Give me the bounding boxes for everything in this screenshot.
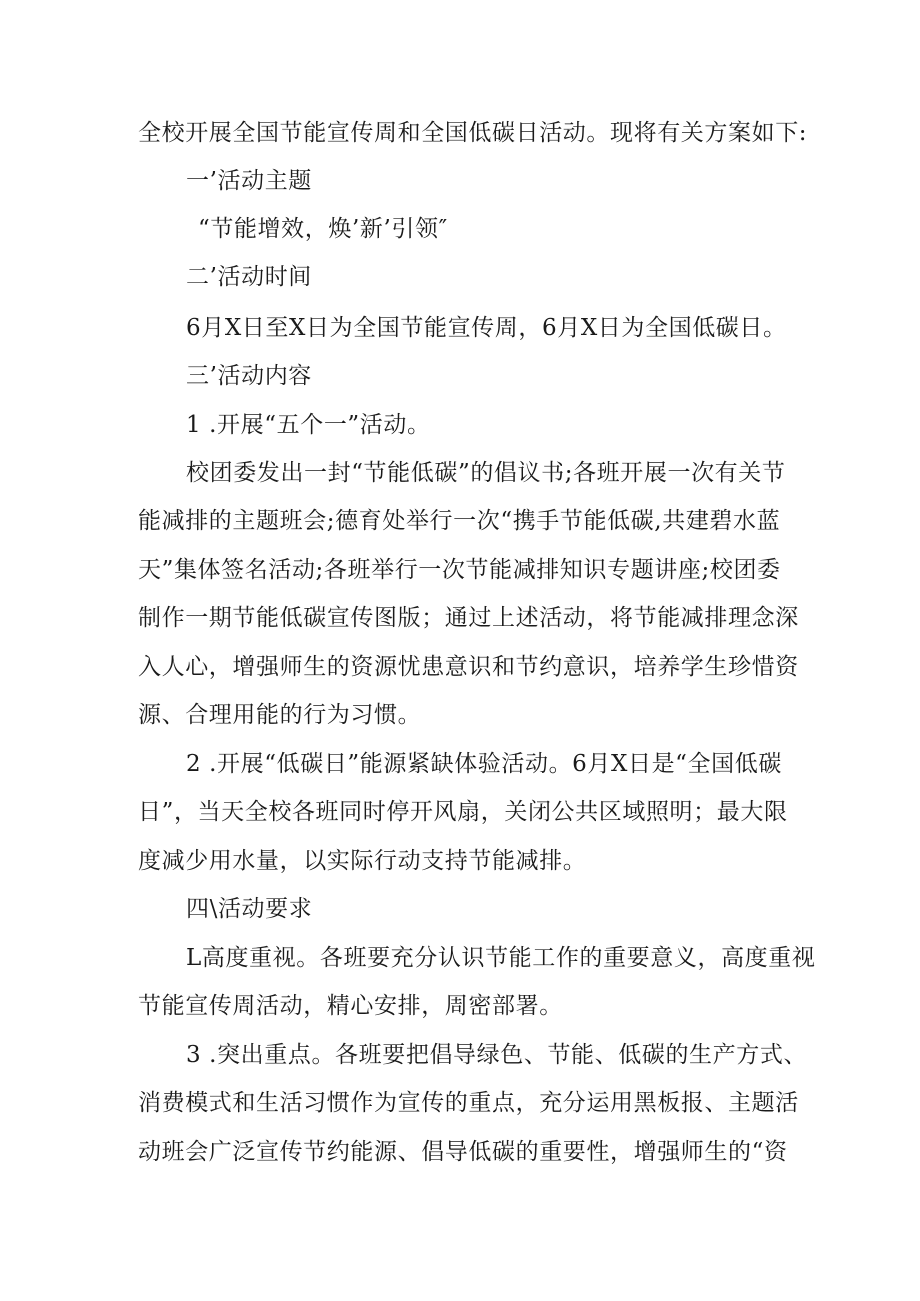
paragraph-intro: 全校开展全国节能宣传周和全国低碳日活动。现将有关方案如下: [138,120,808,146]
paragraph-line: 校团委发出一封“节能低碳”的倡议书;各班开展一次有关节 [186,460,786,486]
content-item-2: 2 .开展“低碳日”能源紧缺体验活动。6月X日是“全国低碳 [186,751,782,777]
paragraph-line: 能减排的主题班会;德育处举行一次“携手节能低碳,共建碧水蓝 [138,508,781,534]
paragraph-line: 度减少用水量，以实际行动支持节能减排。 [138,848,587,874]
requirement-item-3: 3 .突出重点。各班要把倡导绿色、节能、低碳的生产方式、 [186,1042,808,1068]
heading-requirements: 四\活动要求 [186,896,313,922]
paragraph-line: 天”集体签名活动;各班举行一次节能减排知识专题讲座;校团委 [138,557,781,583]
paragraph-line: 源、合理用能的行为习惯。 [138,702,422,728]
paragraph-line: 节能宣传周活动，精心安排，周密部署。 [138,993,563,1019]
paragraph-line: 消费模式和生活习惯作为宣传的重点，充分运用黑板报、主题活 [138,1090,799,1116]
heading-content: 三’活动内容 [186,363,312,389]
heading-time: 二’活动时间 [186,264,312,290]
theme-slogan: “节能增效，焕’新’引领″ [198,216,448,242]
content-item-1: 1 .开展“五个一”活动。 [186,412,431,438]
paragraph-line: 动班会广泛宣传节约能源、倡导低碳的重要性，增强师生的“资 [138,1139,788,1165]
heading-theme: 一’活动主题 [186,168,312,194]
requirement-item-1: L高度重视。各班要充分认识节能工作的重要意义，高度重视 [186,945,816,971]
paragraph-line: 制作一期节能低碳宣传图版；通过上述活动，将节能减排理念深 [138,605,799,631]
paragraph-line: 入人心，增强师生的资源忧患意识和节约意识，培养学生珍惜资 [138,654,799,680]
paragraph-line: 日”，当天全校各班同时停开风扇，关闭公共区域照明；最大限 [138,799,788,825]
time-text: 6月X日至X日为全国节能宣传周，6月X日为全国低碳日。 [186,315,787,341]
